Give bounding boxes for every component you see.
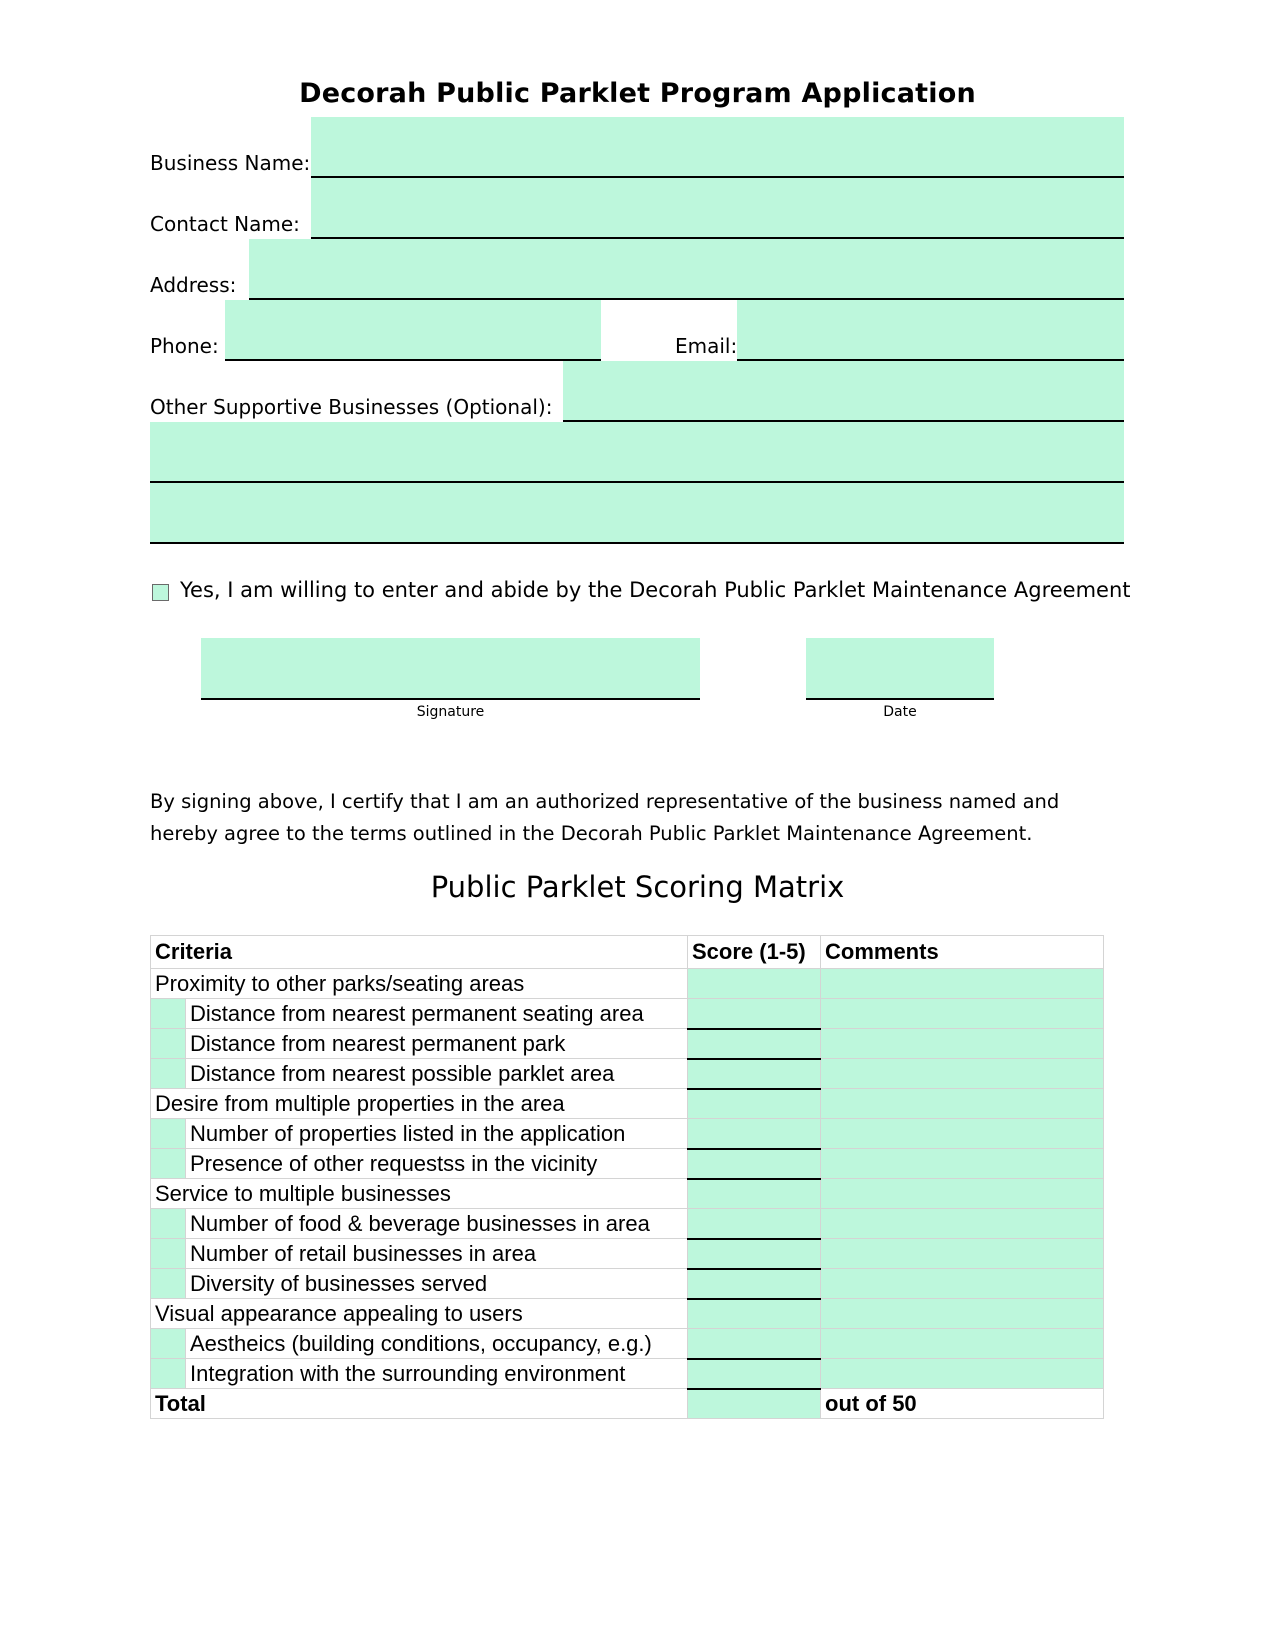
comments-field[interactable]	[821, 1059, 1104, 1089]
total-row	[151, 1389, 1104, 1419]
matrix-row	[151, 1089, 1104, 1119]
address-label: Address:	[150, 273, 237, 297]
page-title: Decorah Public Parklet Program Application	[299, 78, 976, 109]
total-score-field[interactable]	[688, 1389, 821, 1419]
signature-field[interactable]	[201, 638, 700, 700]
criteria-category: Desire from multiple properties in the area	[151, 1089, 688, 1119]
business-name-label: Business Name:	[150, 151, 311, 175]
subitem-indent-field[interactable]	[151, 1359, 186, 1388]
criteria-label: Presence of other requestss in the vicinity	[190, 1150, 598, 1176]
criteria-label: Integration with the surrounding environment	[190, 1360, 626, 1386]
agreement-checkbox[interactable]	[152, 584, 169, 601]
header-score: Score (1-5)	[688, 936, 821, 969]
criteria-subitem	[151, 1239, 688, 1269]
address-field[interactable]	[249, 239, 1124, 300]
criteria-subitem	[151, 999, 688, 1029]
comments-field[interactable]	[821, 1269, 1104, 1299]
contact-name-field[interactable]	[311, 178, 1124, 239]
criteria-category: Service to multiple businesses	[151, 1179, 688, 1209]
criteria-subitem	[151, 1059, 688, 1089]
matrix-header-row	[151, 936, 1104, 969]
date-field[interactable]	[806, 638, 994, 700]
comments-field[interactable]	[821, 1119, 1104, 1149]
comments-field[interactable]	[821, 969, 1104, 999]
other-businesses-label: Other Supportive Businesses (Optional):	[150, 395, 553, 419]
criteria-label: Distance from nearest permanent seating area	[190, 1000, 644, 1026]
header-criteria: Criteria	[151, 936, 688, 969]
score-field[interactable]	[688, 1269, 821, 1299]
scoring-matrix	[150, 935, 1104, 1419]
comments-field[interactable]	[821, 1239, 1104, 1269]
score-field[interactable]	[688, 1089, 821, 1119]
matrix-row	[151, 1149, 1104, 1179]
certification-text: By signing above, I certify that I am an authorized representative of the business named and hereby agree to the terms outlined in the Decorah Public Parklet Maintenance Agreement.	[150, 790, 1060, 845]
comments-field[interactable]	[821, 1359, 1104, 1389]
subitem-indent-field[interactable]	[151, 1059, 186, 1088]
subitem-indent-field[interactable]	[151, 1119, 186, 1148]
matrix-row	[151, 1269, 1104, 1299]
subitem-indent-field[interactable]	[151, 1029, 186, 1058]
matrix-row	[151, 1119, 1104, 1149]
matrix-row	[151, 1179, 1104, 1209]
header-comments: Comments	[821, 936, 1104, 969]
subitem-indent-field[interactable]	[151, 1269, 186, 1298]
phone-label: Phone:	[150, 334, 219, 358]
other-businesses-line-2[interactable]	[150, 422, 1124, 483]
matrix-row	[151, 1029, 1104, 1059]
comments-field[interactable]	[821, 1089, 1104, 1119]
subitem-indent-field[interactable]	[151, 1209, 186, 1238]
criteria-category: Visual appearance appealing to users	[151, 1299, 688, 1329]
score-field[interactable]	[688, 1119, 821, 1149]
contact-name-label: Contact Name:	[150, 212, 300, 236]
comments-field[interactable]	[821, 1179, 1104, 1209]
score-field[interactable]	[688, 1209, 821, 1239]
score-field[interactable]	[688, 1299, 821, 1329]
phone-field[interactable]	[225, 300, 601, 361]
comments-field[interactable]	[821, 1329, 1104, 1359]
score-field[interactable]	[688, 1179, 821, 1209]
subitem-indent-field[interactable]	[151, 1239, 186, 1268]
signature-caption: Signature	[416, 704, 485, 720]
criteria-subitem	[151, 1359, 688, 1389]
score-field[interactable]	[688, 1149, 821, 1179]
score-field[interactable]	[688, 1329, 821, 1359]
subitem-indent-field[interactable]	[151, 1149, 186, 1178]
criteria-label: Diversity of businesses served	[190, 1270, 488, 1296]
comments-field[interactable]	[821, 999, 1104, 1029]
score-field[interactable]	[688, 1059, 821, 1089]
matrix-row	[151, 1209, 1104, 1239]
matrix-row	[151, 1239, 1104, 1269]
agreement-text: Yes, I am willing to enter and abide by the Decorah Public Parklet Maintenance Agreement	[180, 578, 1131, 602]
criteria-label: Distance from nearest possible parklet area	[190, 1060, 615, 1086]
criteria-subitem	[151, 1029, 688, 1059]
score-field[interactable]	[688, 999, 821, 1029]
comments-field[interactable]	[821, 1029, 1104, 1059]
criteria-category: Proximity to other parks/seating areas	[151, 969, 688, 999]
matrix-row	[151, 1359, 1104, 1389]
email-field[interactable]	[737, 300, 1124, 361]
matrix-title: Public Parklet Scoring Matrix	[430, 870, 845, 904]
criteria-label: Number of retail businesses in area	[190, 1240, 537, 1266]
matrix-row	[151, 969, 1104, 999]
other-businesses-field[interactable]	[563, 361, 1124, 422]
matrix-row	[151, 1299, 1104, 1329]
total-label: Total	[151, 1389, 688, 1419]
matrix-row	[151, 1059, 1104, 1089]
comments-field[interactable]	[821, 1209, 1104, 1239]
email-label: Email:	[675, 334, 738, 358]
other-businesses-line-3[interactable]	[150, 483, 1124, 544]
comments-field[interactable]	[821, 1149, 1104, 1179]
business-name-field[interactable]	[311, 117, 1124, 178]
criteria-label: Aestheics (building conditions, occupancy, e.g.)	[190, 1330, 652, 1356]
date-caption: Date	[883, 704, 917, 720]
criteria-label: Number of food & beverage businesses in area	[190, 1210, 650, 1236]
criteria-subitem	[151, 1209, 688, 1239]
criteria-label: Number of properties listed in the application	[190, 1120, 626, 1146]
score-field[interactable]	[688, 1029, 821, 1059]
matrix-row	[151, 999, 1104, 1029]
criteria-subitem	[151, 1329, 688, 1359]
score-field[interactable]	[688, 1239, 821, 1269]
out-of-label: out of 50	[821, 1389, 1104, 1419]
subitem-indent-field[interactable]	[151, 999, 186, 1028]
criteria-label: Distance from nearest permanent park	[190, 1030, 566, 1056]
score-field[interactable]	[688, 969, 821, 999]
comments-field[interactable]	[821, 1299, 1104, 1329]
criteria-subitem	[151, 1149, 688, 1179]
subitem-indent-field[interactable]	[151, 1329, 186, 1358]
matrix-row	[151, 1329, 1104, 1359]
criteria-subitem	[151, 1119, 688, 1149]
score-field[interactable]	[688, 1359, 821, 1389]
criteria-subitem	[151, 1269, 688, 1299]
